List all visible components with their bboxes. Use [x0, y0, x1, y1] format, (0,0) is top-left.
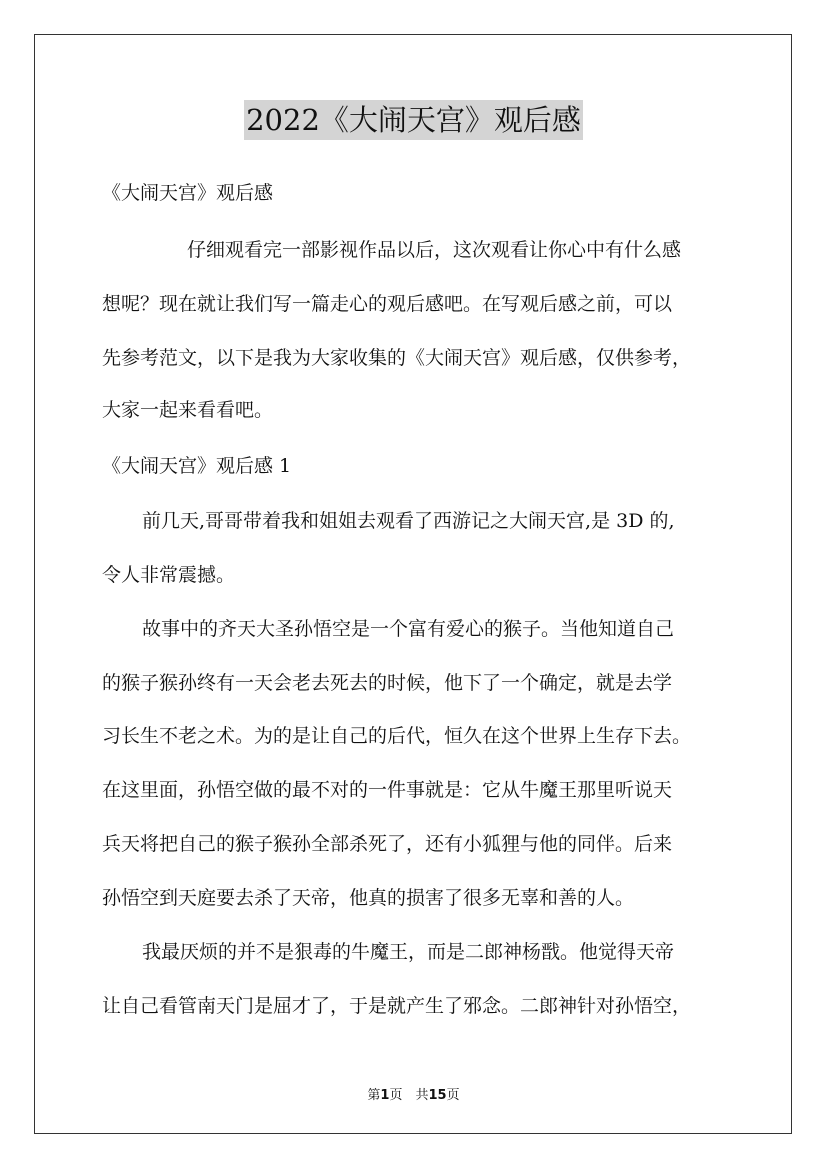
paragraph-line: 在这里面，孙悟空做的最不对的一件事就是：它从牛魔王那里听说天: [102, 779, 673, 801]
paragraph-line: 的猴子猴孙终有一天会老去死去的时候，他下了一个确定，就是去学: [102, 672, 673, 694]
paragraph-line: 让自己看管南天门是屈才了，于是就产生了邪念。二郎神针对孙悟空，: [102, 995, 692, 1017]
title-container: [0, 100, 827, 140]
document-title: 2022《大闹天宫》观后感: [244, 100, 583, 140]
paragraph-line: 故事中的齐天大圣孙悟空是一个富有爱心的猴子。当他知道自己: [142, 618, 675, 640]
footer-page-prefix: 第: [367, 1088, 381, 1103]
paragraph-line: 我最厌烦的并不是狠毒的牛魔王，而是二郎神杨戬。他觉得天帝: [142, 941, 675, 963]
paragraph-line: 孙悟空到天庭要去杀了天帝，他真的损害了很多无辜和善的人。: [102, 887, 635, 909]
section-heading: 《大闹天宫》观后感: [102, 182, 274, 204]
footer-page-suffix: 页: [446, 1088, 460, 1103]
footer-total-pages: 15: [428, 1088, 447, 1103]
paragraph-line: 兵天将把自己的猴子猴孙全部杀死了，还有小狐狸与他的同伴。后来: [102, 833, 673, 855]
paragraph-line: 先参考范文，以下是我为大家收集的《大闹天宫》观后感，仅供参考，: [102, 347, 692, 369]
paragraph-line: 前几天,哥哥带着我和姐姐去观看了西游记之大闹天宫,是 3D 的,: [142, 510, 675, 532]
paragraph-line: 习长生不老之术。为的是让自己的后代，恒久在这个世界上生存下去。: [102, 725, 692, 747]
section-heading: 《大闹天宫》观后感 1: [102, 455, 292, 477]
paragraph-line: 想呢？现在就让我们写一篇走心的观后感吧。在写观后感之前，可以: [102, 293, 673, 315]
page-footer: [0, 1084, 827, 1103]
footer-page-mid: 页 共: [389, 1088, 429, 1103]
paragraph-line: 仔细观看完一部影视作品以后，这次观看让你心中有什么感: [187, 239, 682, 261]
paragraph-line: 令人非常震撼。: [102, 564, 236, 586]
paragraph-line: 大家一起来看看吧。: [102, 399, 274, 421]
footer-page-number: 1: [380, 1088, 390, 1103]
